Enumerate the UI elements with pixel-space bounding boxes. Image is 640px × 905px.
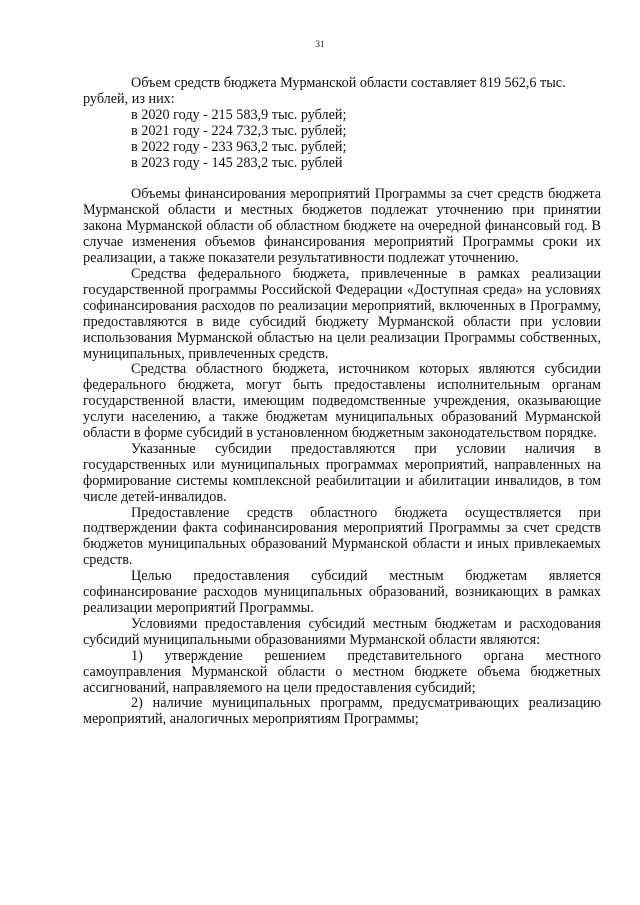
budget-intro-line: рублей, из них: [83, 90, 175, 107]
paragraph-subsidy-conditions: Указанные субсидии предоставляются при условии наличия в государственных или муниципальных программах мероприятий, направленных на формирование системы комплексной реабилитации и абилитации инвалидов, в том числе детей-инвалидов. [83, 440, 601, 505]
page-number: 31 [315, 40, 325, 50]
paragraph-regional-funds: Средства областного бюджета, источником которых являются субсидии федерального бюджета, могут быть предоставлены исполнительным органам государственной власти, имеющим подведомственные учреждения, оказывающие услуги населению, а также бюджетам муниципальных образований Мурманской области в форме субсидий в установленном бюджетным законодательством порядке. [83, 361, 601, 442]
condition-item-1: 1) утверждение решением представительного органа местного самоуправления Мурманской области о местном бюджете объема бюджетных ассигнований, направляемого на цели предоставления субсидий; [83, 647, 601, 696]
paragraph-cofinancing-confirmation: Предоставление средств областного бюджета осуществляется при подтверждении факта софинансирования мероприятий Программы за счет средств бюджетов муниципальных образований Мурманской области и иных привлекаемых средств. [83, 504, 601, 569]
condition-item-2: 2) наличие муниципальных программ, предусматривающих реализацию мероприятий, аналогичных мероприятиям Программы; [83, 695, 601, 728]
paragraph-gap [83, 171, 601, 187]
document-body [83, 76, 601, 728]
budget-year-item: в 2021 году - 224 732,3 тыс. рублей; [131, 122, 347, 139]
budget-year-item: в 2020 году - 215 583,9 тыс. рублей; [131, 106, 347, 123]
budget-year-item: в 2023 году - 145 283,2 тыс. рублей [131, 154, 343, 171]
budget-year-item: в 2022 году - 233 963,2 тыс. рублей; [131, 138, 347, 155]
budget-intro-line: Объем средств бюджета Мурманской области составляет 819 562,6 тыс. [131, 75, 566, 91]
paragraph-subsidy-purpose: Целью предоставления субсидий местным бюджетам является софинансирование расходов муниципальных образований, возникающих в рамках реализации мероприятий Программы. [83, 568, 601, 616]
paragraph-federal-funds: Средства федерального бюджета, привлеченные в рамках реализации государственной программы Российской Федерации «Доступная среда» на условиях софинансирования расходов по реализации мероприятий, включенных в Программу, предоставляются в виде субсидий бюджету Мурманской области при условии использования Мурманской областью на цели реализации Программы собственных, муниципальных, привлеченных средств. [83, 265, 601, 362]
budget-by-year-list [83, 108, 601, 172]
paragraph-conditions-intro: Условиями предоставления субсидий местным бюджетам и расходования субсидий муниципальными образованиями Мурманской области являются: [83, 615, 601, 648]
paragraph-financing-adjustment: Объемы финансирования мероприятий Программы за счет средств бюджета Мурманской области и местных бюджетов подлежат уточнению при принятии закона Мурманской области об областном бюджете на очередной финансовый год. В случае изменения объемов финансирования мероприятий Программы сроки их реализации, а также показатели результативности подлежат уточнению. [83, 186, 601, 267]
